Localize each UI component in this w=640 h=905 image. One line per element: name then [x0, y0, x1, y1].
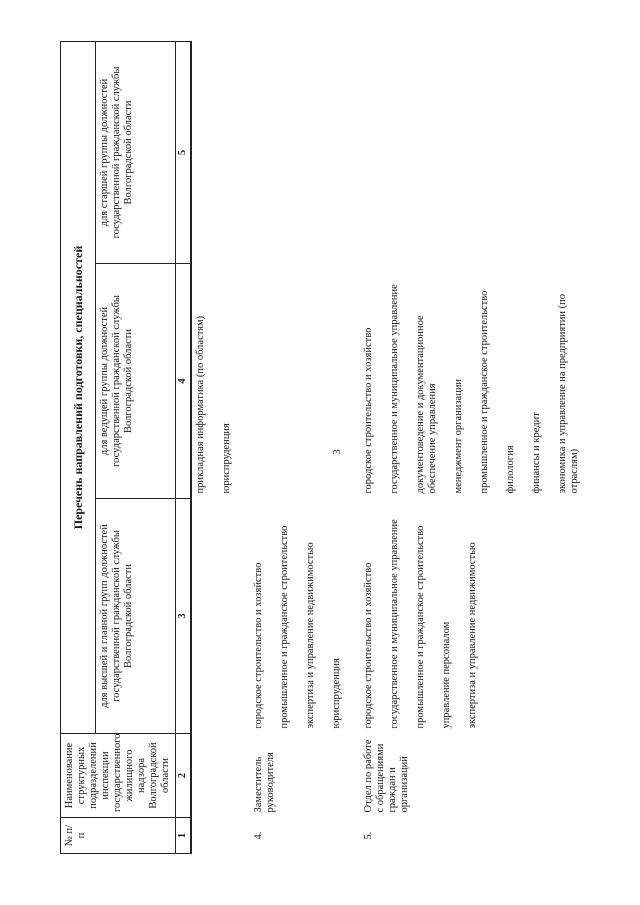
column-number: 4: [176, 264, 192, 499]
specialty-item: городское строительство и хозяйство: [363, 327, 374, 494]
specialty-cell: [250, 264, 360, 499]
table-row: [360, 42, 598, 854]
row-number: 5.: [363, 831, 374, 840]
specialty-cell: [360, 42, 598, 264]
specialty-item: промышленное и гражданское строительство: [415, 525, 426, 729]
specialty-item: государственное и муниципальное управление: [389, 284, 400, 494]
header-group: Перечень направлений подготовки, специальностей: [61, 42, 96, 734]
department-name: Отдел по работе с обращениями граждан и организаций: [363, 739, 410, 813]
header-department: Наименование структурных подразделений инспекции государственного жилищного надзора Волгоградской области: [61, 734, 176, 818]
specialty-cell: [191, 499, 250, 734]
specialty-cell: [250, 42, 360, 264]
specialty-item: юриспруденция: [331, 658, 342, 729]
specialty-cell: [191, 264, 250, 499]
table-row: [191, 42, 250, 854]
specialty-item: промышленное и гражданское строительство: [479, 290, 490, 494]
specialty-item: промышленное и гражданское строительство: [279, 525, 290, 729]
specialty-item: экспертиза и управление недвижимостью: [467, 542, 478, 729]
column-number: 1: [176, 818, 192, 854]
specialty-item: управление персоналом: [441, 621, 452, 729]
row-number: [191, 818, 250, 854]
specialty-item: юриспруденция: [221, 423, 232, 494]
specialty-cell: [360, 264, 598, 499]
specialties-table: [60, 41, 598, 854]
specialty-item: городское строительство и хозяйство: [253, 562, 264, 729]
specialty-item: филология: [505, 445, 516, 494]
specialty-item: документоведение и документационное обеспечение управления: [415, 315, 438, 494]
specialty-item: менеджмент организации: [453, 378, 464, 494]
page-number: 3: [330, 449, 343, 455]
specialty-item: городское строительство и хозяйство: [363, 562, 374, 729]
department-name: Заместитель руководителя: [253, 752, 276, 813]
column-number: 2: [176, 734, 192, 818]
department-name: [191, 734, 250, 818]
specialty-cell: [191, 42, 250, 264]
specialty-item: прикладная информатика (по областям): [195, 315, 206, 494]
specialty-item: финансы и кредит: [531, 412, 542, 494]
table-row: [250, 42, 360, 854]
column-number: 3: [176, 499, 192, 734]
rotated-page: [60, 30, 580, 860]
header-higher-group: для высшей и главной групп должностей государственной гражданской службы Волгоградской области: [96, 499, 176, 734]
row-number: 4.: [253, 831, 264, 840]
specialty-item: экономика и управление на предприятии (по отраслям): [557, 293, 580, 494]
specialty-cell: [250, 499, 360, 734]
specialty-cell: [360, 499, 598, 734]
column-number: 5: [176, 42, 192, 264]
header-senior-group: для старшей группы должностей государственной гражданской службы Волгоградской области: [96, 42, 176, 264]
specialty-item: экспертиза и управление недвижимостью: [305, 542, 316, 729]
specialty-item: государственное и муниципальное управление: [389, 519, 400, 729]
header-leading-group: для ведущей группы должностей государственной гражданской службы Волгоградской области: [96, 264, 176, 499]
header-number: № п/п: [61, 818, 176, 854]
